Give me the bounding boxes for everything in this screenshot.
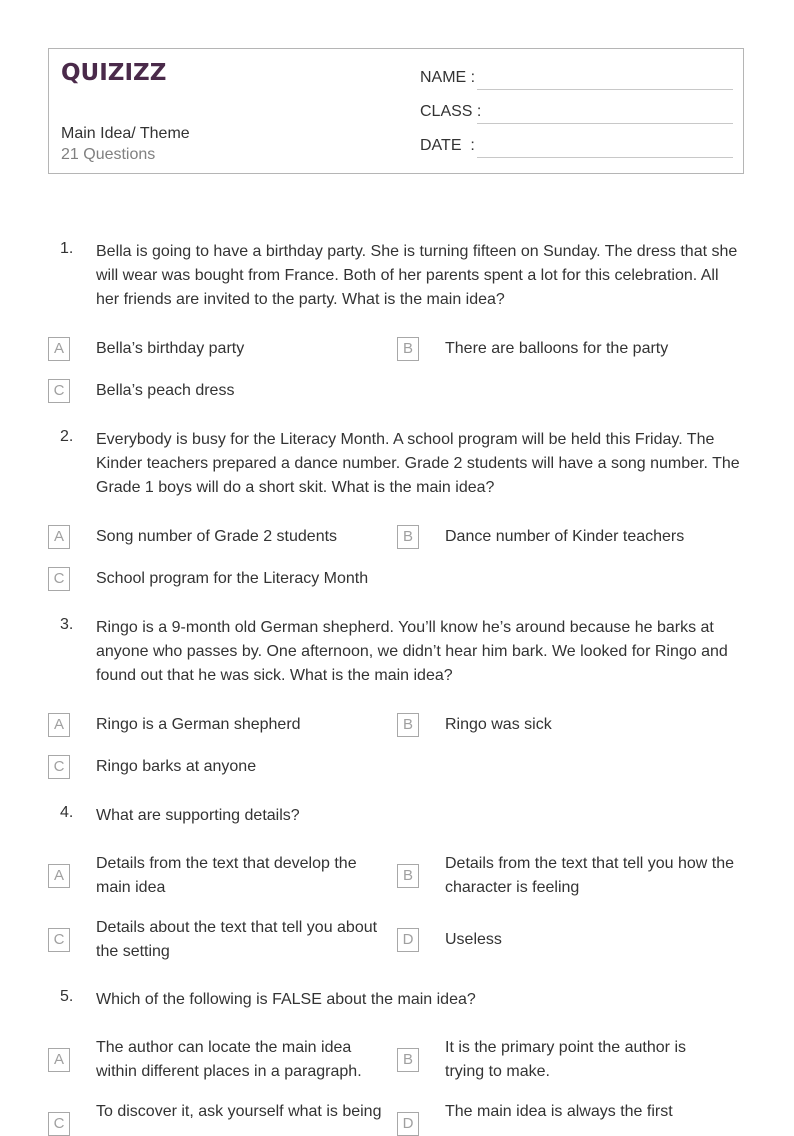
option-text: Ringo barks at anyone [96,758,257,775]
class-field[interactable] [477,123,733,124]
worksheet-title: Main Idea/ Theme [61,125,190,142]
option-text: Useless [445,931,502,948]
option-letter-box[interactable]: A [48,525,70,549]
option-text: Bella’s peach dress [96,382,235,399]
option-letter-box[interactable]: D [397,1112,419,1136]
option-letter-box[interactable]: D [397,928,419,952]
option-letter-box[interactable]: C [48,928,70,952]
option-letter-box[interactable]: B [397,525,419,549]
question-text: What are supporting details? [96,807,300,824]
option-letter-box[interactable]: B [397,1048,419,1072]
question-number: 1. [60,240,74,257]
question-number: 3. [60,616,74,633]
option-text: Ringo is a German shepherd [96,716,301,733]
question-number: 4. [60,804,74,821]
question-text: Ringo is a 9-month old German shepherd. You’ll know he’s around because he barks at anyone who passes by. One afternoon, we didn’t hear him bark. We looked for Ringo and found out that he was sick. What is the main idea? [96,619,728,684]
question-text: Which of the following is FALSE about the main idea? [96,991,476,1008]
option-letter-box[interactable]: C [48,567,70,591]
date-field[interactable] [477,157,733,158]
option-text: There are balloons for the party [445,340,669,357]
option-text: Dance number of Kinder teachers [445,528,685,545]
name-field[interactable] [477,89,733,90]
option-letter-box[interactable]: A [48,1048,70,1072]
question-number: 2. [60,428,74,445]
option-letter-box[interactable]: A [48,337,70,361]
option-letter-box[interactable]: B [397,337,419,361]
question-count: 21 Questions [61,146,156,163]
option-letter-box[interactable]: A [48,713,70,737]
option-text: To discover it, ask yourself what is being [96,1103,382,1120]
question-number: 5. [60,988,74,1005]
class-label: CLASS : [420,103,482,120]
option-text: Ringo was sick [445,716,552,733]
option-letter-box[interactable]: B [397,713,419,737]
option-letter-box[interactable]: C [48,755,70,779]
question-text: Everybody is busy for the Literacy Month. A school program will be held this Friday. The Kinder teachers prepared a dance number. Grade 2 students will have a song number. The Grade 1 boys will do a short skit. What is the main idea? [96,431,740,496]
option-text: The author can locate the main idea within different places in a paragraph. [96,1039,362,1080]
option-text: It is the primary point the author is trying to make. [445,1039,686,1080]
option-letter-box[interactable]: A [48,864,70,888]
option-letter-box[interactable]: C [48,379,70,403]
option-text: School program for the Literacy Month [96,570,369,587]
option-text: Details about the text that tell you about the setting [96,919,378,960]
option-text: Song number of Grade 2 students [96,528,338,545]
name-label: NAME : [420,69,476,86]
option-text: Details from the text that tell you how the character is feeling [445,855,735,896]
option-letter-box[interactable]: C [48,1112,70,1136]
worksheet-header [48,48,744,174]
option-text: Bella’s birthday party [96,340,245,357]
question-text: Bella is going to have a birthday party. She is turning fifteen on Sunday. The dress that she will wear was bought from France. Both of her parents spent a lot for this celebration. All her friends are invited to the party. What is the main idea? [96,243,738,308]
option-text: Details from the text that develop the main idea [96,855,357,896]
date-label: DATE : [420,137,475,154]
option-letter-box[interactable]: B [397,864,419,888]
quizizz-logo: QUIZIZZ [61,60,167,86]
option-text: The main idea is always the first [445,1103,673,1120]
